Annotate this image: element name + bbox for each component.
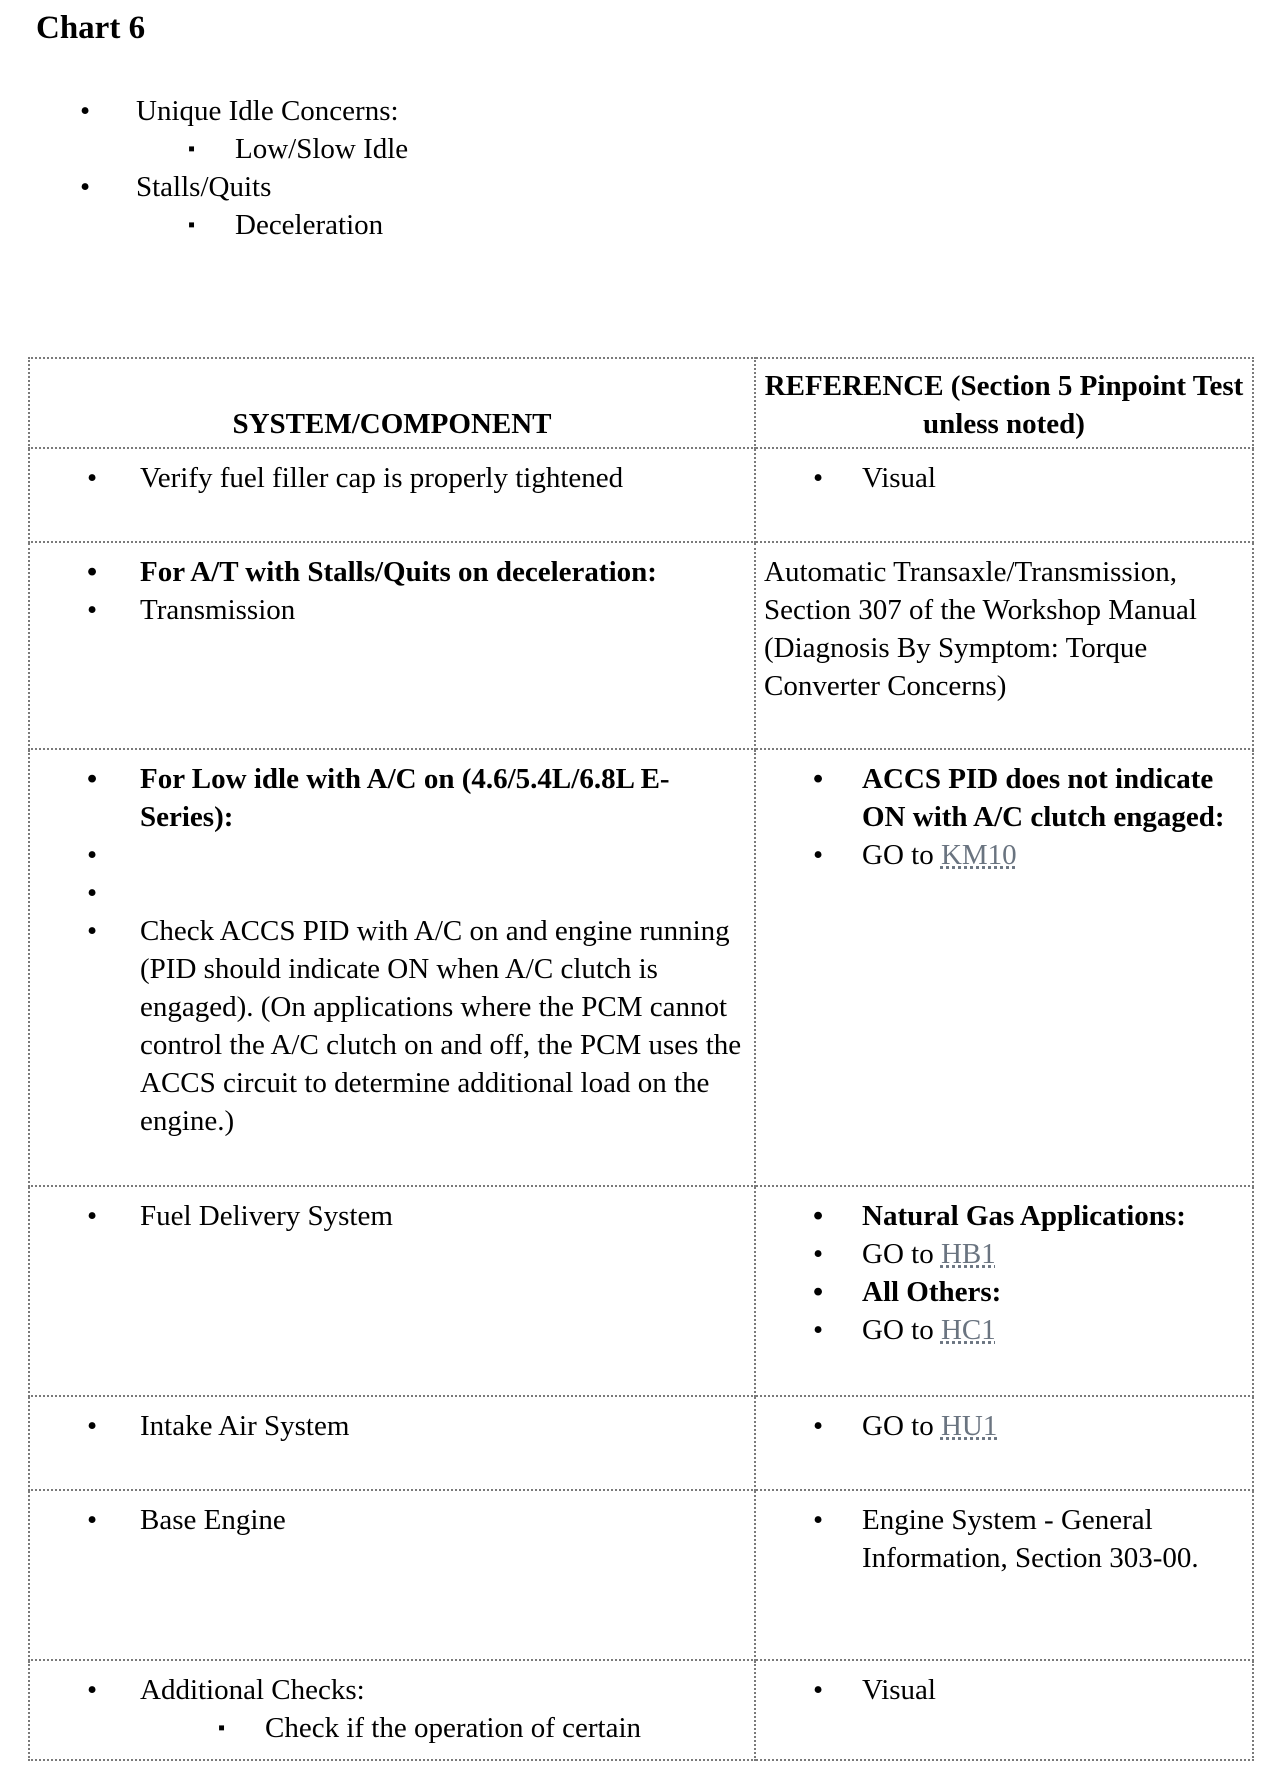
table-row (29, 749, 1253, 1186)
table-row (29, 542, 1253, 749)
header-reference: REFERENCE (Section 5 Pinpoint Test unless noted) (755, 358, 1253, 448)
table-row (29, 1186, 1253, 1396)
square-bullet-icon: ▪ (218, 1717, 226, 1739)
header-system-component: SYSTEM/COMPONENT (29, 358, 755, 448)
list-item: • Check ACCS PID with A/C on and engine running (PID should indicate ON when A/C clutch is engaged). (On applications where the PCM cannot control the A/C clutch on and off, the PCM uses the ACCS circuit to determine additional load on the engine.) (30, 912, 746, 1140)
additional-checks-label: Additional Checks: (140, 1674, 365, 1706)
chart-title: Chart 6 (36, 10, 146, 46)
reference-cell (755, 749, 1253, 1186)
reference-cell (755, 1660, 1253, 1760)
table-row (29, 1396, 1253, 1490)
table-row (29, 1660, 1253, 1760)
goto-label: GO to (862, 1314, 934, 1346)
square-bullet-icon: ▪ (188, 214, 196, 236)
list-item: • Visual (756, 1671, 1244, 1709)
list-item: • Verify fuel filler cap is properly tightened (30, 459, 746, 497)
system-cell (29, 1396, 755, 1490)
list-item: • ACCS PID does not indicate ON with A/C clutch engaged: (756, 760, 1244, 836)
concern-sub-label: Deceleration (235, 209, 384, 241)
goto-label: GO to (862, 1238, 934, 1270)
list-item: • Fuel Delivery System (30, 1197, 746, 1235)
concern-sub-label: Low/Slow Idle (235, 133, 409, 165)
goto-label: GO to (862, 839, 934, 871)
system-cell (29, 1660, 755, 1760)
list-item: • Base Engine (30, 1501, 746, 1539)
link-hb1[interactable]: HB1 (940, 1238, 996, 1270)
table-header-row (29, 358, 1253, 448)
reference-cell (755, 1186, 1253, 1396)
list-item (756, 1311, 1244, 1349)
list-item (756, 1235, 1244, 1273)
list-item (30, 836, 746, 874)
reference-text: Automatic Transaxle/Transmission, Section 307 of the Workshop Manual (Diagnosis By Symptom: Torque Converter Concerns) (764, 556, 1197, 702)
list-item: • Intake Air System (30, 1407, 746, 1445)
system-cell (29, 749, 755, 1186)
list-item: • Transmission (30, 591, 746, 629)
reference-cell (755, 1490, 1253, 1660)
system-cell (29, 448, 755, 542)
bullet-icon: • (80, 171, 91, 203)
list-item: • For A/T with Stalls/Quits on deceleration: (30, 553, 746, 591)
link-hc1[interactable]: HC1 (940, 1314, 996, 1346)
reference-table (28, 357, 1254, 1761)
goto-label: GO to (862, 1410, 934, 1442)
sub-check-text: Check if the operation of certain (265, 1712, 642, 1744)
system-cell (29, 1186, 755, 1396)
concern-label: Unique Idle Concerns: (136, 95, 399, 127)
table-row (29, 1490, 1253, 1660)
reference-cell (755, 542, 1253, 749)
system-cell (29, 1490, 755, 1660)
bullet-icon: • (80, 95, 91, 127)
concern-label: Stalls/Quits (136, 171, 272, 203)
list-item: • All Others: (756, 1273, 1244, 1311)
list-item (756, 1407, 1244, 1445)
table-row (29, 448, 1253, 542)
list-item: • For Low idle with A/C on (4.6/5.4L/6.8L E-Series): (30, 760, 746, 836)
reference-cell (755, 448, 1253, 542)
link-km10[interactable]: KM10 (940, 839, 1017, 871)
reference-cell (755, 1396, 1253, 1490)
system-cell (29, 542, 755, 749)
list-item (30, 1709, 746, 1747)
list-item: • Natural Gas Applications: (756, 1197, 1244, 1235)
list-item (30, 1671, 746, 1709)
link-hu1[interactable]: HU1 (940, 1410, 998, 1442)
list-item: • Engine System - General Information, Section 303-00. (756, 1501, 1244, 1577)
list-item (756, 836, 1244, 874)
list-item (30, 874, 746, 912)
list-item: • Visual (756, 459, 1244, 497)
square-bullet-icon: ▪ (188, 138, 196, 160)
